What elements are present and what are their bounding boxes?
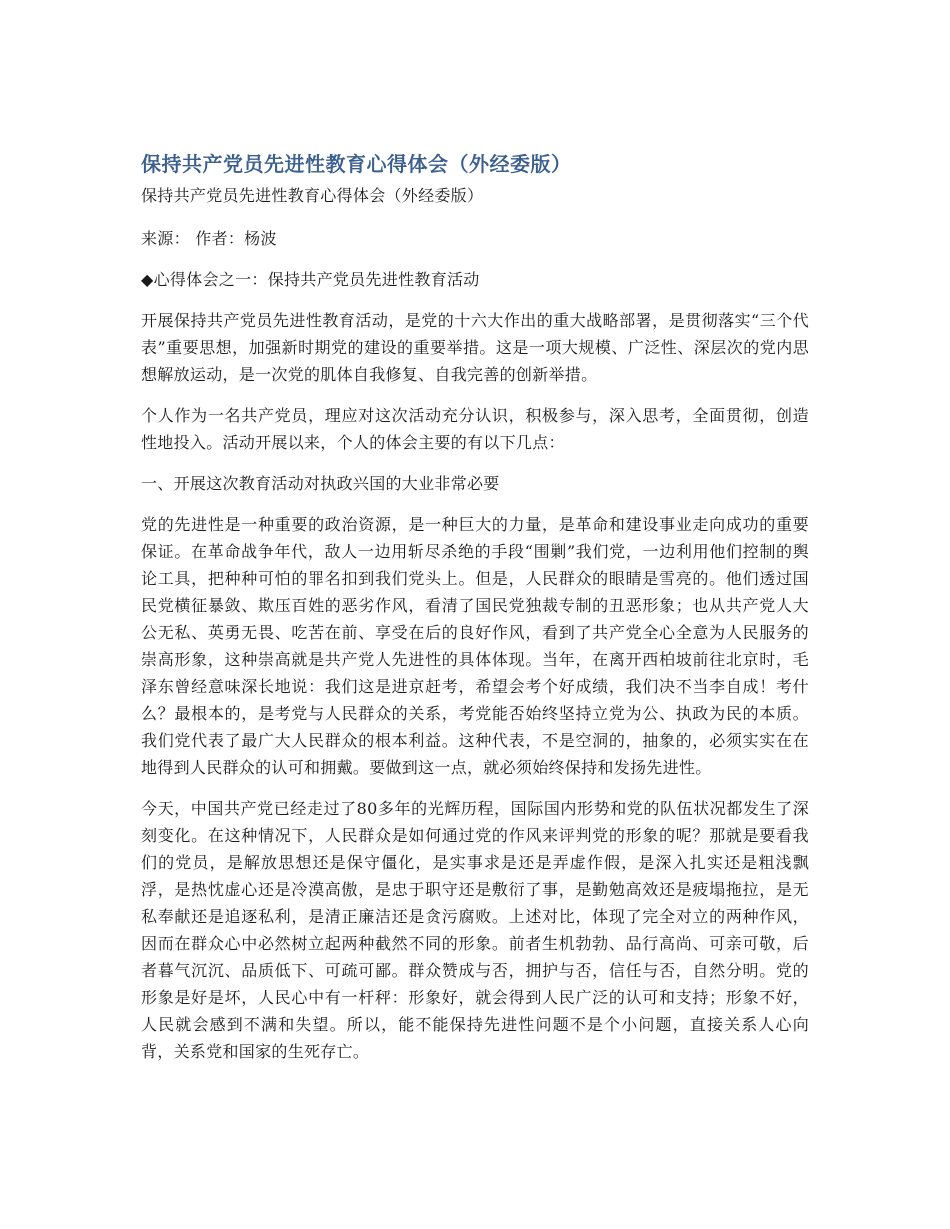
- document-byline: 来源： 作者：杨波: [141, 229, 277, 248]
- paragraph-heading-1: 一、开展这次教育活动对执政兴国的大业非常必要: [141, 474, 500, 493]
- document-title: 保持共产党员先进性教育心得体会（外经委版）: [141, 152, 572, 176]
- paragraph-3: 党的先进性是一种重要的政治资源，是一种巨大的力量，是革命和建设事业走向成功的重要保证。在革命战争年代，敌人一边用斩尽杀绝的手段“围剿”我们党，一边利用他们控制的舆论工具，把种种可怕的罪名扣到我们党头上。但是，人民群众的眼睛是雪亮的。他们透过国民党横征暴敛、欺压百姓的恶劣作风，看清了国民党独裁专制的丑恶形象；也从共产党人大公无私、英勇无畏、吃苦在前、享受在后的良好作风，看到了共产党全心全意为人民服务的崇高形象，这种崇高就是共产党人先进性的具体体现。当年，在离开西柏坡前往北京时，毛泽东曾经意味深长地说：我们这是进京赶考，希望会考个好成绩，我们决不当李自成！考什么？最根本的，是考党与人民群众的关系，考党能否始终坚持立党为公、执政为民的本质。我们党代表了最广大人民群众的根本利益。这种代表，不是空洞的，抽象的，必须实实在在地得到人民群众的认可和拥戴。要做到这一点，就必须始终保持和发扬先进性。: [141, 515, 809, 777]
- paragraph-1: 开展保持共产党员先进性教育活动，是党的十六大作出的重大战略部署，是贯彻落实“三个代表”重要思想，加强新时期党的建设的重要举措。这是一项大规模、广泛性、深层次的党内思想解放运动，是一次党的肌体自我修复、自我完善的创新举措。: [141, 311, 809, 384]
- section-heading: ◆心得体会之一：保持共产党员先进性教育活动: [141, 270, 480, 289]
- document-page: [141, 150, 809, 1079]
- paragraph-2: 个人作为一名共产党员，理应对这次活动充分认识，积极参与，深入思考，全面贯彻，创造性地投入。活动开展以来，个人的体会主要的有以下几点：: [141, 406, 809, 452]
- document-subtitle: 保持共产党员先进性教育心得体会（外经委版）: [141, 186, 484, 205]
- paragraph-4: 今天，中国共产党已经走过了80多年的光辉历程，国际国内形势和党的队伍状况都发生了深刻变化。在这种情况下，人民群众是如何通过党的作风来评判党的形象的呢？那就是要看我们的党员，是解放思想还是保守僵化，是实事求是还是弄虚作假，是深入扎实还是粗浅飘浮，是热忱虚心还是冷漠高傲，是忠于职守还是敷衍了事，是勤勉高效还是疲塌拖拉，是无私奉献还是追逐私利，是清正廉洁还是贪污腐败。上述对比，体现了完全对立的两种作风，因而在群众心中必然树立起两种截然不同的形象。前者生机勃勃、品行高尚、可亲可敬，后者暮气沉沉、品质低下、可疏可鄙。群众赞成与否，拥护与否，信任与否，自然分明。党的形象是好是坏，人民心中有一杆秤：形象好，就会得到人民广泛的认可和支持；形象不好，人民就会感到不满和失望。所以，能不能保持先进性问题不是个小问题，直接关系人心向背，关系党和国家的生死存亡。: [141, 799, 809, 1061]
